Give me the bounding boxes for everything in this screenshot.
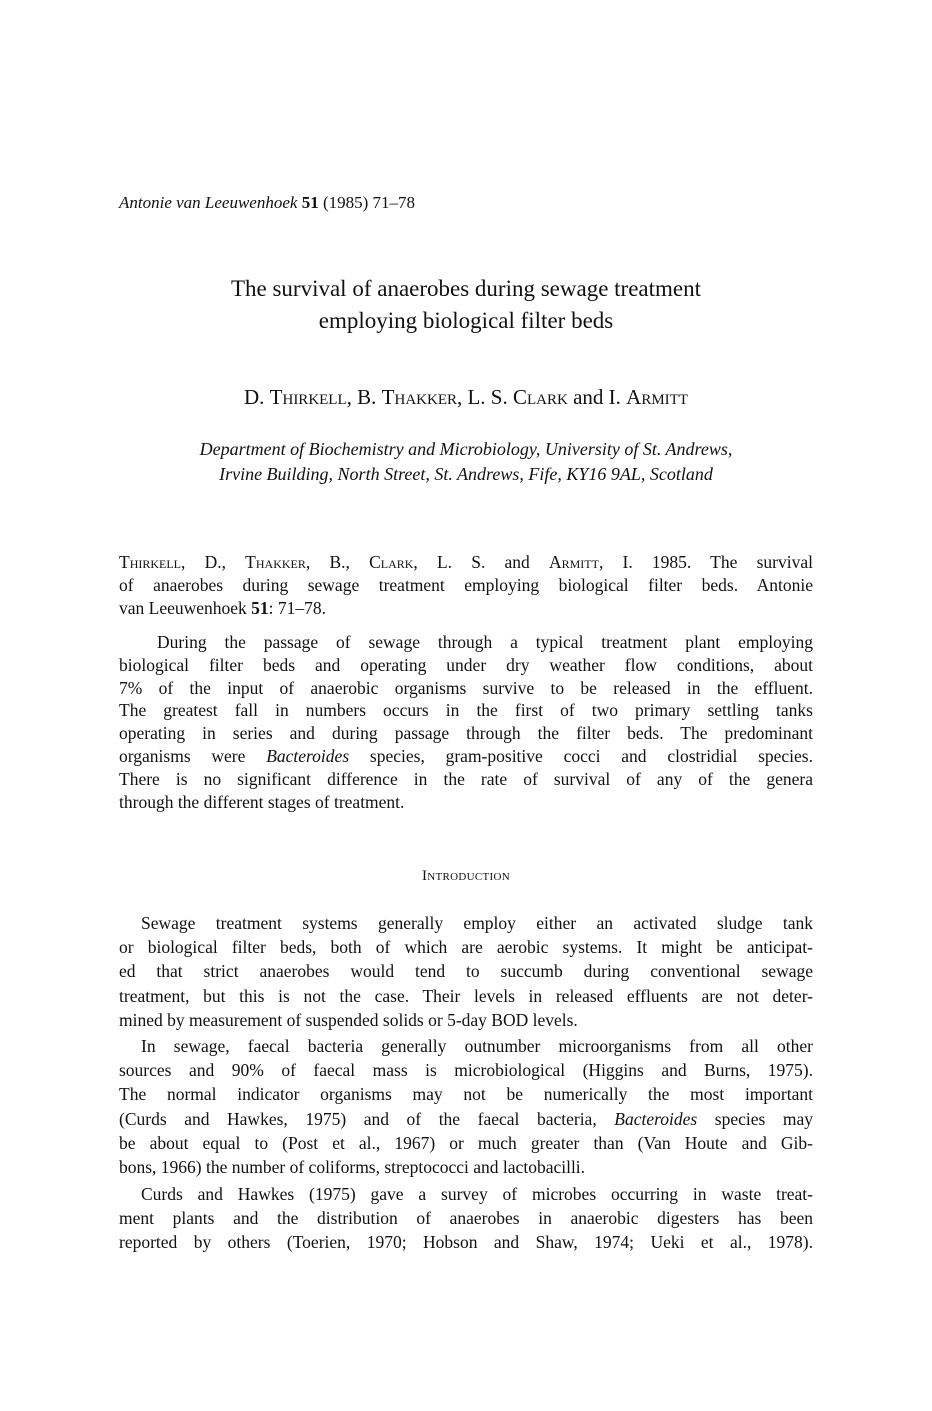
paragraph-line bbox=[119, 1107, 813, 1131]
author-list bbox=[0, 383, 932, 411]
author-2-surname: Thakker bbox=[381, 385, 457, 409]
paragraph-line: sources and 90% of faecal mass is microbiological (Higgins and Burns, 1975). bbox=[119, 1060, 813, 1081]
cited-author: Thakker bbox=[245, 552, 306, 572]
cited-author: Clark bbox=[369, 552, 414, 572]
citation-volume: 51 bbox=[251, 597, 269, 618]
journal-name: Antonie van Leeuwenhoek bbox=[119, 193, 298, 212]
author-separator: , L. S. bbox=[456, 385, 513, 409]
intro-paragraph-1 bbox=[119, 911, 813, 1032]
paragraph-text: (Curds and Hawkes, 1975) and of the faecal bacteria, bbox=[119, 1108, 615, 1129]
paragraph-line: reported by others (Toerien, 1970; Hobson and Shaw, 1974; Ueki et al., 1978). bbox=[119, 1232, 813, 1253]
bibliographic-citation bbox=[119, 551, 813, 619]
genus-name: Bacteroides bbox=[266, 745, 350, 766]
citation-text: van Leeuwenhoek bbox=[119, 597, 252, 618]
abstract-text: species, gram-positive cocci and clostridial species. bbox=[349, 745, 813, 766]
journal-volume: 51 bbox=[301, 193, 319, 212]
title-line-1: The survival of anaerobes during sewage treatment bbox=[230, 276, 702, 301]
affiliation-line-2: Irvine Building, North Street, St. Andrews, Fife, KY16 9AL, Scotland bbox=[219, 464, 713, 484]
paragraph-line: Sewage treatment systems generally employ either an activated sludge tank bbox=[141, 913, 813, 933]
paragraph-line: ed that strict anaerobes would tend to succumb during conventional sewage bbox=[119, 961, 813, 982]
abstract-line: There is no significant difference in the rate of survival of any of the genera bbox=[119, 768, 813, 789]
journal-citation-header bbox=[119, 192, 415, 214]
author-separator: and I. bbox=[567, 385, 627, 409]
citation-line-3 bbox=[119, 597, 813, 620]
abstract-text: organisms were bbox=[119, 745, 267, 766]
paragraph-line: mined by measurement of suspended solids or 5-day BOD levels. bbox=[119, 1009, 578, 1030]
abstract-line: through the different stages of treatment. bbox=[119, 791, 405, 812]
intro-paragraph-2 bbox=[119, 1034, 813, 1179]
abstract-line: biological filter beds and operating under dry weather flow conditions, about bbox=[119, 654, 813, 675]
citation-line-2: of anaerobes during sewage treatment employing biological filter beds. Antonie bbox=[119, 574, 813, 595]
affiliation-line-1: Department of Biochemistry and Microbiology, University of St. Andrews, bbox=[199, 439, 733, 459]
citation-text: : 71–78. bbox=[268, 597, 327, 618]
paragraph-line: bons, 1966) the number of coliforms, streptococci and lactobacilli. bbox=[119, 1157, 586, 1178]
abstract-line bbox=[119, 745, 813, 768]
abstract bbox=[119, 631, 813, 813]
paragraph-text: species may bbox=[697, 1108, 813, 1129]
paper-title bbox=[0, 273, 932, 337]
author-4-surname: Armitt bbox=[626, 385, 688, 409]
abstract-line: During the passage of sewage through a typical treatment plant employing bbox=[157, 632, 813, 652]
citation-line-1 bbox=[119, 551, 813, 574]
citation-text: , I. 1985. The survival bbox=[598, 552, 813, 572]
affiliation bbox=[0, 437, 932, 487]
paragraph-line: In sewage, faecal bacteria generally outnumber microorganisms from all other bbox=[141, 1036, 813, 1056]
paragraph-line: treatment, but this is not the case. Their levels in released effluents are not deter- bbox=[119, 985, 813, 1006]
journal-year-pages: (1985) 71–78 bbox=[322, 193, 416, 212]
paragraph-line: ment plants and the distribution of anaerobes in anaerobic digesters has been bbox=[119, 1208, 813, 1229]
title-line-2: employing biological filter beds bbox=[318, 308, 614, 333]
abstract-line: The greatest fall in numbers occurs in the first of two primary settling tanks bbox=[119, 700, 813, 721]
cited-author: Thirkell bbox=[119, 552, 182, 572]
author-1-initial: D. bbox=[243, 385, 270, 409]
paragraph-line: The normal indicator organisms may not be numerically the most important bbox=[119, 1084, 813, 1105]
cited-author: Armitt bbox=[549, 552, 599, 572]
abstract-line: 7% of the input of anaerobic organisms survive to be released in the effluent. bbox=[119, 677, 813, 698]
author-3-surname: Clark bbox=[513, 385, 568, 409]
citation-text: , B., bbox=[305, 552, 370, 572]
abstract-line: operating in series and during passage through the filter beds. The predominant bbox=[119, 723, 813, 744]
genus-name: Bacteroides bbox=[614, 1108, 698, 1129]
intro-paragraph-3 bbox=[119, 1182, 813, 1255]
author-1-surname: Thirkell bbox=[269, 385, 347, 409]
citation-text: , L. S. and bbox=[413, 552, 549, 572]
author-separator: , B. bbox=[346, 385, 382, 409]
paragraph-line: or biological filter beds, both of which are aerobic systems. It might be anticipat- bbox=[119, 937, 813, 958]
paragraph-line: be about equal to (Post et al., 1967) or much greater than (Van Houte and Gib- bbox=[119, 1132, 813, 1153]
section-heading-introduction: Introduction bbox=[421, 868, 511, 884]
citation-text: , D., bbox=[181, 552, 246, 572]
paragraph-line: Curds and Hawkes (1975) gave a survey of microbes occurring in waste treat- bbox=[141, 1184, 813, 1204]
